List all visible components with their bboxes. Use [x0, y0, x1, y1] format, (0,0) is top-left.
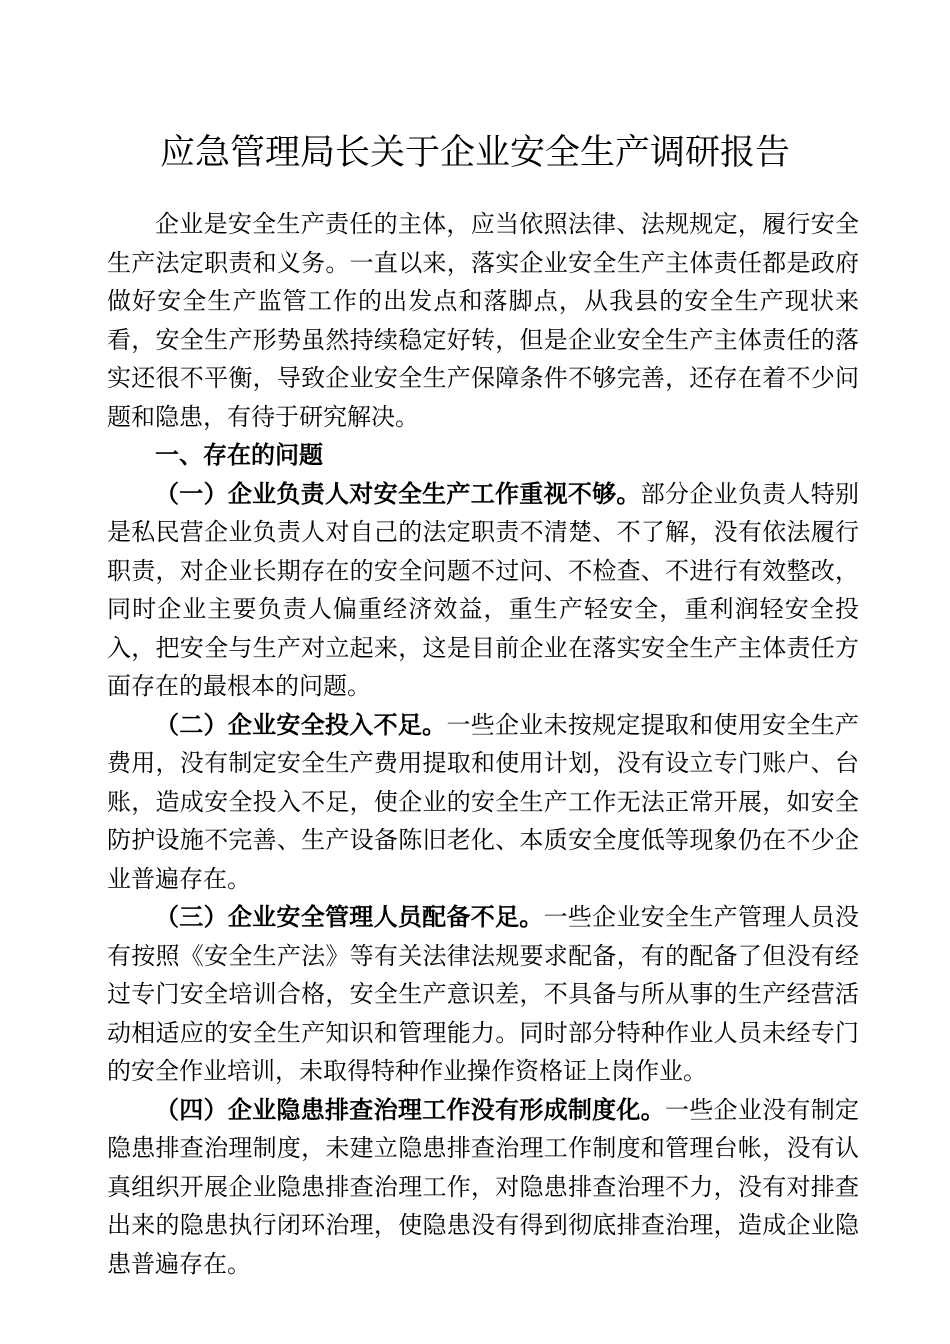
- issue-text: 一些企业安全生产管理人员没有按照《安全生产法》等有关法律法规要求配备，有的配备了但没有经过专门安全培训合格，安全生产意识差，不具备与所从事的生产经营活动相适应的安全生产知识和管理能力。同时部分特种作业人员未经专门的安全作业培训，未取得特种作业操作资格证上岗作业。: [107, 903, 860, 1085]
- issue-text: 一些企业没有制定隐患排查治理制度，未建立隐患排查治理工作制度和管理台帐，没有认真组织开展企业隐患排查治理工作，对隐患排查治理不力，没有对排查出来的隐患执行闭环治理，使隐患没有得到彻底排查治理，造成企业隐患普遍存在。: [107, 1095, 859, 1278]
- issue-paragraph-1: [107, 475, 859, 706]
- issue-lead: （四）企业隐患排查治理工作没有形成制度化。: [155, 1094, 665, 1124]
- section-heading: 一、存在的问题: [155, 440, 323, 469]
- issue-text: 部分企业负责人特别是私民营企业负责人对自己的法定职责不清楚、不了解，没有依法履行职责，对企业长期存在的安全问题不过问、不检查、不进行有效整改，同时企业主要负责人偏重经济效益，重生产轻安全，重利润轻安全投入，把安全与生产对立起来，这是目前企业在落实安全生产主体责任方面存在的最根本的问题。: [107, 479, 860, 700]
- issue-lead: （三）企业安全管理人员配备不足。: [155, 902, 544, 931]
- intro-paragraph: 企业是安全生产责任的主体，应当依照法律、法规规定，履行安全生产法定职责和义务。一直以来，落实企业安全生产主体责任都是政府做好安全生产监管工作的出发点和落脚点，从我县的安全生产现状来看，安全生产形势虽然持续稳定好转，但是企业安全生产主体责任的落实还很不平衡，导致企业安全生产保障条件不够完善，还存在着不少问题和隐患，有待于研究解决。: [107, 210, 859, 431]
- issue-paragraph-2: [107, 706, 859, 899]
- document-title: 应急管理局长关于企业安全生产调研报告: [159, 133, 790, 173]
- issue-paragraph-4: [107, 1091, 859, 1284]
- document-body: [107, 205, 859, 1283]
- issue-lead: （二）企业安全投入不足。: [155, 709, 447, 739]
- issue-text: 一些企业未按规定提取和使用安全生产费用，没有制定安全生产费用提取和使用计划，没有设立专门账户、台账，造成安全投入不足，使企业的安全生产工作无法正常开展，如安全防护设施不完善、生产设备陈旧老化、本质安全度低等现象仍在不少企业普遍存在。: [107, 710, 860, 893]
- issue-lead: （一）企业负责人对安全生产工作重视不够。: [155, 478, 641, 508]
- issue-paragraph-3: [107, 898, 859, 1091]
